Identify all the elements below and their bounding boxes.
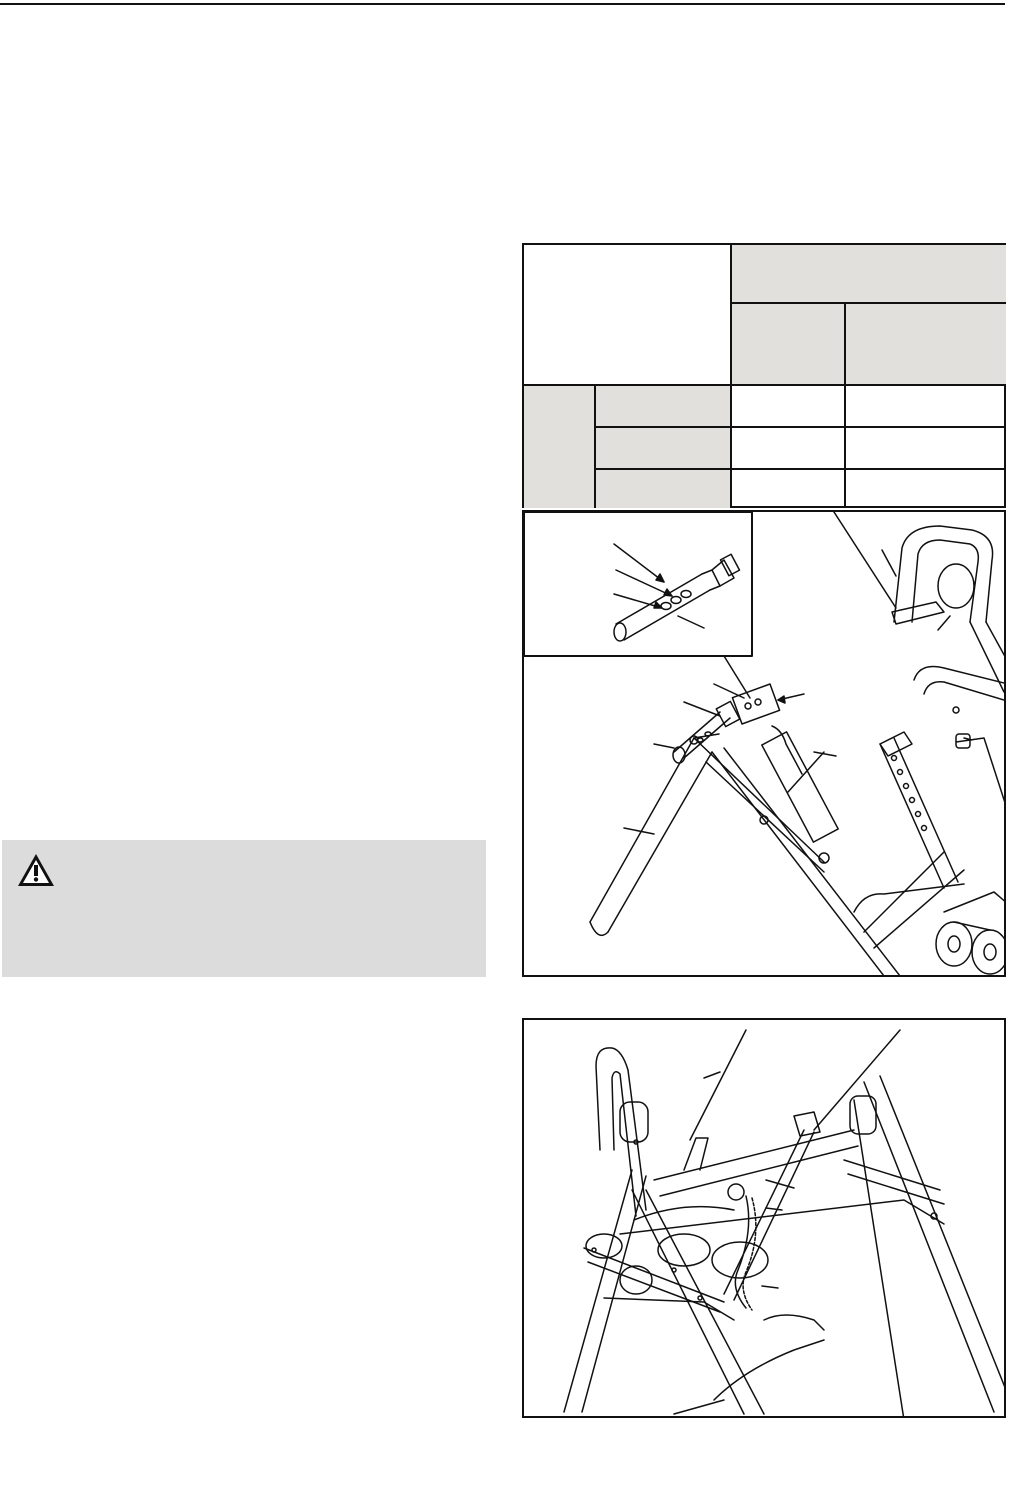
figure-2-drawing <box>524 1020 1006 1418</box>
table-header-group <box>732 245 1006 302</box>
figure-1-drawing <box>524 512 1006 977</box>
top-rule <box>0 3 1005 5</box>
warning-triangle-icon <box>16 852 56 888</box>
warning-box <box>2 840 486 977</box>
table-subheader-2 <box>846 304 1006 384</box>
figure-2-inversion-table-rear-view <box>522 1018 1006 1418</box>
table-row-label-1 <box>596 386 730 426</box>
figure-1-inversion-table-assembly <box>522 510 1006 977</box>
table-row-group-label <box>524 386 594 508</box>
settings-table <box>522 243 1006 508</box>
table-subheader-1 <box>732 304 844 384</box>
table-row-label-3 <box>596 470 730 508</box>
table-row-label-2 <box>596 428 730 468</box>
